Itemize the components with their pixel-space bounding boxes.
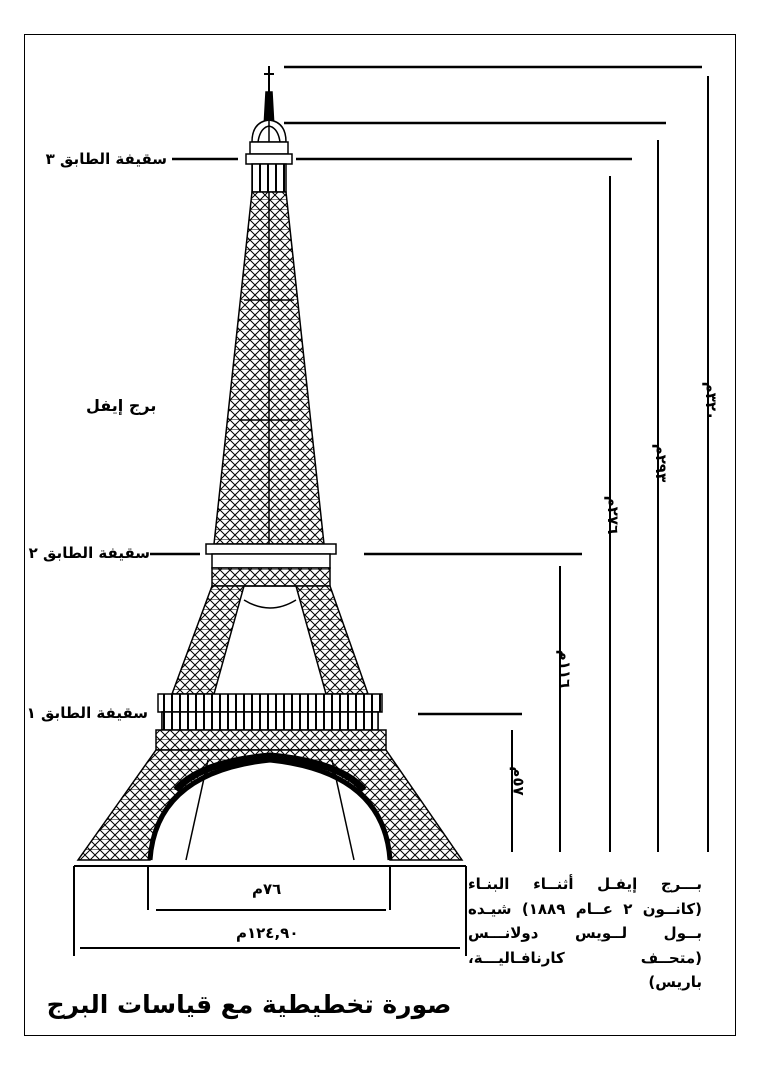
caption-line: (كانــون ٢ عــام ١٨٨٩) شيـده bbox=[468, 899, 702, 918]
caption-line: بـــرج إيفـل أثنــاء البنـاء bbox=[468, 875, 702, 893]
third-floor-platform bbox=[246, 154, 292, 164]
tower-drawing bbox=[78, 66, 462, 860]
caption-line: (متحــف كارنافـاليـــة، bbox=[468, 948, 702, 967]
height-total-label: ٣٢٠م bbox=[702, 381, 721, 421]
floor1-label: سقيفة الطابق ١ bbox=[26, 704, 148, 722]
floor2-label: سقيفة الطابق ٢ bbox=[28, 544, 150, 562]
photo-caption bbox=[468, 872, 702, 995]
height-floor2-label: ١١٦م bbox=[556, 649, 575, 689]
arch-width-label: ٧٦م bbox=[252, 880, 282, 898]
floor3-label: سقيفة الطابق ٣ bbox=[45, 150, 167, 168]
caption-line: باريس) bbox=[648, 973, 702, 991]
second-floor-platform bbox=[206, 544, 336, 554]
height-lines bbox=[509, 76, 708, 852]
middle-leg-right bbox=[296, 586, 368, 694]
height-floor1-label: ٥٧م bbox=[509, 766, 528, 796]
middle-leg-left bbox=[172, 586, 244, 694]
top-cabin bbox=[250, 142, 288, 154]
caption-line: بــول لــويس دولانـــس bbox=[468, 924, 702, 942]
height-roof-label: ٢٩٣م bbox=[652, 443, 671, 483]
first-floor-platform bbox=[158, 694, 382, 712]
height-floor3-label: ٢٧٦م bbox=[604, 495, 623, 535]
lower-base bbox=[78, 750, 462, 860]
page-title: صورة تخطيطية مع قياسات البرج bbox=[46, 990, 452, 1019]
base-width-label: ١٢٤,٩٠م bbox=[236, 924, 299, 942]
tower-name-label: برج إيفل bbox=[86, 396, 157, 415]
